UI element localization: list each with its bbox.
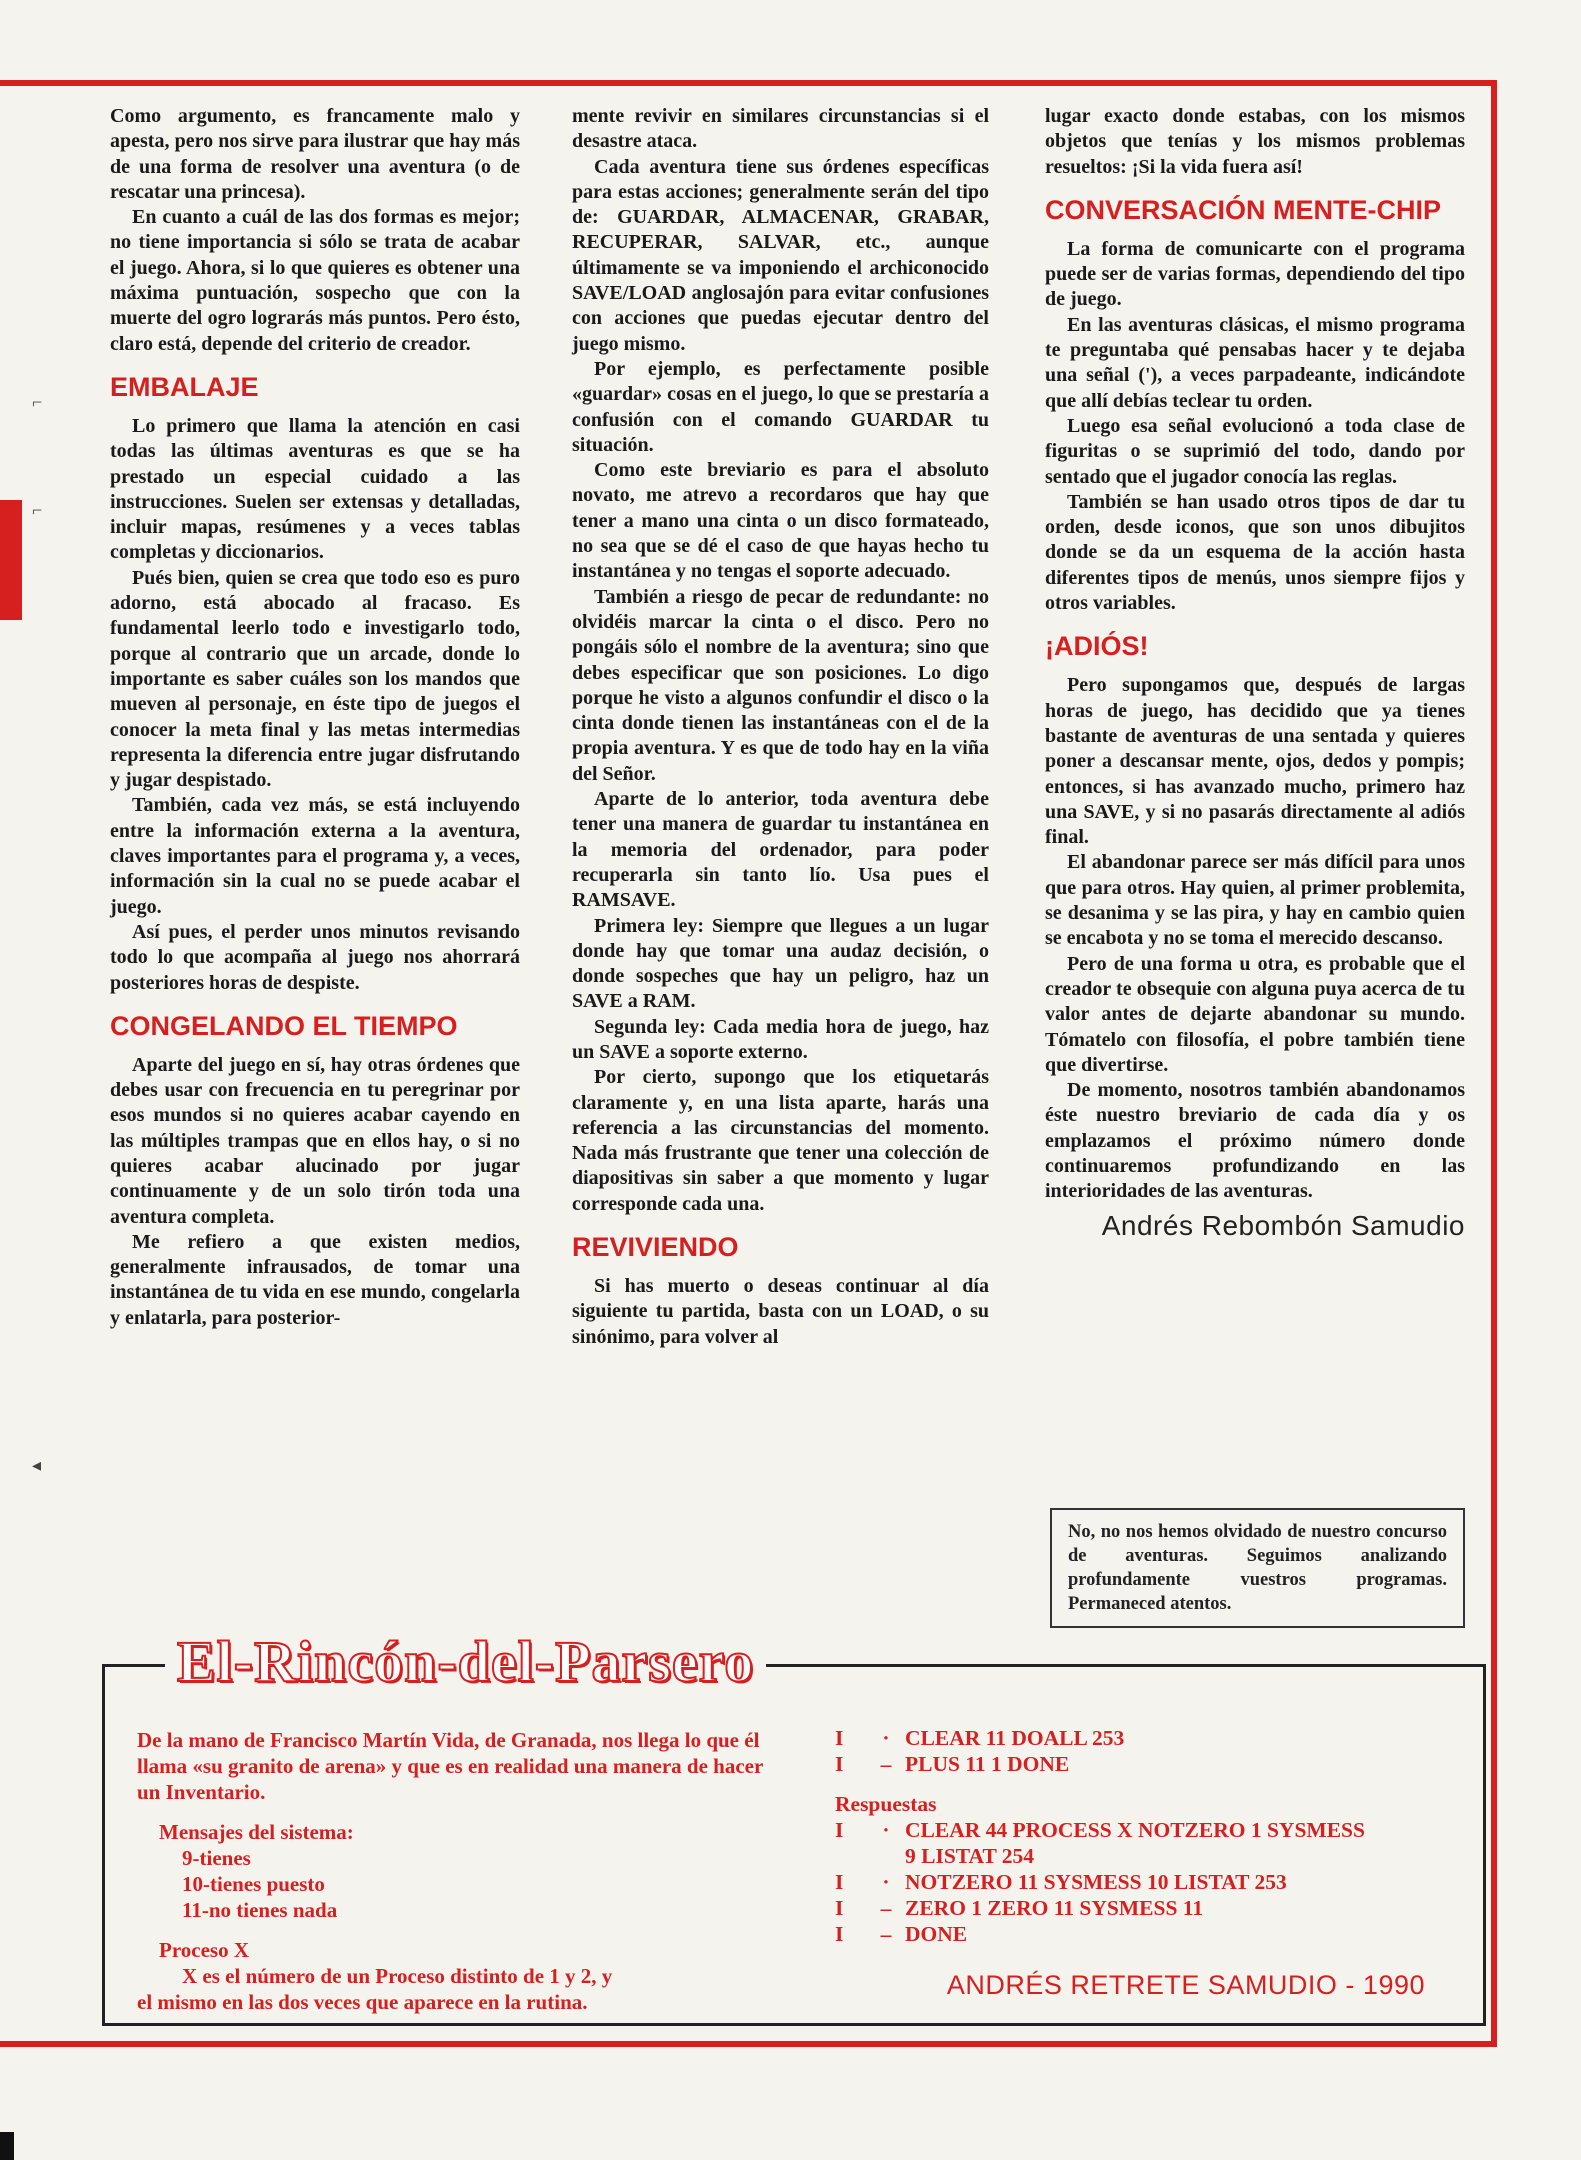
code-cell: – [880, 1922, 892, 1946]
code-line [835, 1817, 1465, 1843]
paragraph: Como argumento, es francamente malo y apesta, pero nos sirve para ilustrar que hay más de una forma de resolver una aventura (o de rescatar una princesa). [110, 105, 520, 203]
paragraph: La forma de comunicarte con el programa puede ser de varias formas, dependiendo del tipo de juego. [1045, 237, 1465, 311]
margin-red-tab [0, 500, 22, 620]
code-cell: I [835, 1922, 844, 1946]
margin-tick: ⌐ [32, 500, 43, 520]
code-cell: – [880, 1752, 892, 1776]
parsero-code [835, 1725, 1465, 1947]
parsero-title: El-Rincón-del-Parsero [165, 1627, 766, 1697]
code-cell: DONE [905, 1922, 968, 1946]
parsero-left [137, 1727, 787, 2015]
margin-black-mark [0, 2132, 14, 2160]
code-cell: – [880, 1896, 892, 1920]
paragraph: Así pues, el perder unos minutos revisando todo lo que acompaña al juego nos ahorrará posteriores horas de despiste. [110, 920, 520, 994]
paragraph: Por cierto, supongo que los etiquetarás claramente y, en una lista aparte, harás una referencia a las circunstancias del momento. Nada más frustrante que tener una colección de diapositivas sin saber a que momento y lugar corresponde cada una. [572, 1066, 989, 1215]
contest-notice: No, no nos hemos olvidado de nuestro concurso de aventuras. Seguimos analizando profundamente vuestros programas. Permaneced atentos. [1050, 1508, 1465, 1628]
code-cell: CLEAR 11 DOALL 253 [905, 1726, 1125, 1750]
section-heading: CONVERSACIÓN MENTE-CHIP [1045, 194, 1442, 225]
code-line [835, 1843, 1465, 1869]
paragraph: Pero supongamos que, después de largas horas de juego, has decidido que ya tienes bastante de aventuras de una sentada y quieres poner a descansar mente, ojos, dedos y pompis; entonces, si has avanzado mucho, primero haz una SAVE, y si no pasarás directamente al adiós final. [1045, 674, 1465, 849]
paragraph: Me refiero a que existen medios, generalmente infrausados, de tomar una instantánea de tu vida en ese mundo, congelarla y enlatarla, para posterior- [110, 1230, 520, 1329]
paragraph: Aparte de lo anterior, toda aventura debe tener una manera de guardar tu instantánea en la memoria del ordenador, para poder recuperarla sin tanto lío. Usa pues el RAMSAVE. [572, 788, 989, 912]
code-cell [835, 1843, 867, 1869]
section-heading: ¡ADIÓS! [1045, 631, 1149, 662]
code-line [835, 1751, 1465, 1777]
paragraph: Pero de una forma u otra, es probable que el creador te obsequie con alguna puya acerca de tu valor antes de dejarte abandonar su mundo. Tómatelo con filosofía, el pobre también tiene que divertirse. [1045, 952, 1465, 1076]
paragraph: mente revivir en similares circunstancias si el desastre ataca. [572, 105, 989, 153]
section-heading: CONGELANDO EL TIEMPO [110, 1010, 458, 1041]
paragraph: El abandonar parece ser más difícil para unos que para otros. Hay quien, al primer problemita, se desanima y se las pira, y hay en cambio quien se encabota y no se toma el merecido descanso. [1045, 851, 1465, 950]
code-cell: · [882, 1818, 890, 1842]
paragraph: Lo primero que llama la atención en casi todas las últimas aventuras es que se ha prestado un especial cuidado a las instrucciones. Suelen ser extensas y detalladas, incluir mapas, resúmenes y a veces tablas completas y diccionarios. [110, 414, 520, 564]
article-column-2 [572, 104, 989, 1350]
answers-title: Respuestas [835, 1792, 937, 1816]
paragraph: También se han usado otros tipos de dar tu orden, desde iconos, que son unos dibujitos donde se da un esquema de la acción hasta diferentes tipos de menús, unos siempre fijos y otros variables. [1045, 490, 1465, 615]
article-column-3 [1045, 104, 1465, 1241]
code-cell: I [835, 1818, 844, 1842]
article-column-1 [110, 104, 520, 1331]
system-message-item: 10-tienes puesto [182, 1872, 325, 1896]
system-message-item: 11-no tienes nada [182, 1898, 338, 1922]
code-cell: I [835, 1726, 844, 1750]
margin-tick: ⌐ [32, 392, 43, 412]
parsero-signature: ANDRÉS RETRETE SAMUDIO - 1990 [946, 1970, 1425, 2000]
code-cell: CLEAR 44 PROCESS X NOTZERO 1 SYSMESS [905, 1818, 1365, 1842]
paragraph: Primera ley: Siempre que llegues a un lugar donde hay que tomar una audaz decisión, o donde sospeches que hay un peligro, haz un SAVE a RAM. [572, 914, 989, 1013]
code-cell: PLUS 11 1 DONE [905, 1752, 1070, 1776]
code-cell: · [882, 1870, 890, 1894]
system-message-item: 9-tienes [182, 1846, 251, 1870]
paragraph: De momento, nosotros también abandonamos éste nuestro breviario de cada día y os emplazamos el próximo número donde continuaremos profundizando en las interioridades de las aventuras. [1045, 1079, 1465, 1203]
code-line [835, 1869, 1465, 1895]
article-signature: Andrés Rebombón Samudio [1101, 1209, 1465, 1241]
paragraph: Aparte del juego en sí, hay otras órdenes que debes usar con frecuencia en tu peregrinar por esos mundos si no quieres acabar cayendo en las múltiples trampas que en ellos hay, o si no quieres acabar alucinado por jugar continuamente y de un solo tirón toda una aventura completa. [110, 1053, 520, 1228]
paragraph: lugar exacto donde estabas, con los mismos objetos que tenías y los mismos problemas resueltos: ¡Si la vida fuera así! [1045, 105, 1465, 178]
code-cell: NOTZERO 11 SYSMESS 10 LISTAT 253 [905, 1870, 1287, 1894]
paragraph: Por ejemplo, es perfectamente posible «guardar» cosas en el juego, lo que se prestaría a confusión con el comando GUARDAR tu situación. [572, 357, 989, 456]
paragraph: También a riesgo de pecar de redundante: no olvidéis marcar la cinta o el disco. Pero no pongáis sólo el nombre de la aventura; sino que debes especificar que son posiciones. Lo digo porque he visto a algunos confundir el disco o la cinta donde tienen las instantáneas con el de la propia aventura. Y es que de todo hay en la viña del Señor. [572, 585, 989, 785]
code-cell: ZERO 1 ZERO 11 SYSMESS 11 [905, 1896, 1204, 1920]
process-line: el mismo en las dos veces que aparece en la rutina. [137, 1990, 588, 2014]
paragraph: En las aventuras clásicas, el mismo programa te preguntaba qué pensabas hacer y te dejaba una señal ('), a veces parpadeante, indicándote que allí debías teclear tu orden. [1045, 313, 1465, 412]
paragraph: Segunda ley: Cada media hora de juego, haz un SAVE a soporte externo. [572, 1015, 989, 1063]
code-cell: I [835, 1752, 844, 1776]
system-messages-title: Mensajes del sistema: [159, 1820, 354, 1844]
process-line: X es el número de un Proceso distinto de 1 y 2, y [182, 1964, 613, 1988]
paragraph: Si has muerto o deseas continuar al día siguiente tu partida, basta con un LOAD, o su sinónimo, para volver al [572, 1275, 989, 1348]
parsero-box [102, 1629, 1486, 2026]
paragraph: En cuanto a cuál de las dos formas es mejor; no tiene importancia si sólo se trata de acabar el juego. Ahora, si lo que quieres es obtener una máxima puntuación, sospecho que con la muerte del ogro lograrás más puntos. Pero ésto, claro está, depende del criterio de creador. [110, 206, 520, 355]
section-heading: REVIVIENDO [572, 1232, 739, 1263]
code-cell [867, 1843, 905, 1869]
process-title: Proceso X [159, 1938, 249, 1962]
paragraph: Cada aventura tiene sus órdenes específicas para estas acciones; generalmente serán del tipo de: GUARDAR, ALMACENAR, GRABAR, RECUPERAR, SALVAR, etc., aunque últimamente se va imponiendo el archiconocido SAVE/LOAD anglosajón para evitar confusiones con acciones que puedas ejecutar dentro del juego mismo. [572, 155, 989, 355]
paragraph: También, cada vez más, se está incluyendo entre la información externa a la aventura, claves importantes para el programa y, a veces, información sin la cual no se puede acabar el juego. [110, 794, 520, 918]
margin-tick: ◂ [32, 1455, 42, 1475]
code-cell: · [882, 1726, 890, 1750]
paragraph: Pués bien, quien se crea que todo eso es puro adorno, está abocado al fracaso. Es fundamental leerlo todo e investigarlo todo, porque al contrario que un arcade, donde lo importante es saber cuáles son los mandos que mueven al personaje, en éste tipo de juegos el conocer la meta final y las metas intermedias representa la diferencia entre jugar disfrutando y jugar despistado. [110, 566, 520, 792]
code-cell: 9 LISTAT 254 [905, 1844, 1035, 1868]
paragraph: Luego esa señal evolucionó a toda clase de figuritas o se suprimió del todo, dando por sentado que el jugador conocía las reglas. [1045, 414, 1465, 488]
section-heading: EMBALAJE [110, 371, 259, 402]
code-cell: I [835, 1870, 844, 1894]
parsero-intro: De la mano de Francisco Martín Vida, de Granada, nos llega lo que él llama «su granito de arena» y que es en realidad una manera de hacer un Inventario. [137, 1728, 763, 1804]
code-cell: I [835, 1896, 844, 1920]
code-line [835, 1725, 1465, 1751]
code-line [835, 1921, 1465, 1947]
paragraph: Como este breviario es para el absoluto novato, me atrevo a recordaros que hay que tener a mano una cinta o un disco formateado, no sea que se dé el caso de que hayas hecho tu instantánea y no tengas el soporte adecuado. [572, 459, 989, 583]
code-line [835, 1895, 1465, 1921]
